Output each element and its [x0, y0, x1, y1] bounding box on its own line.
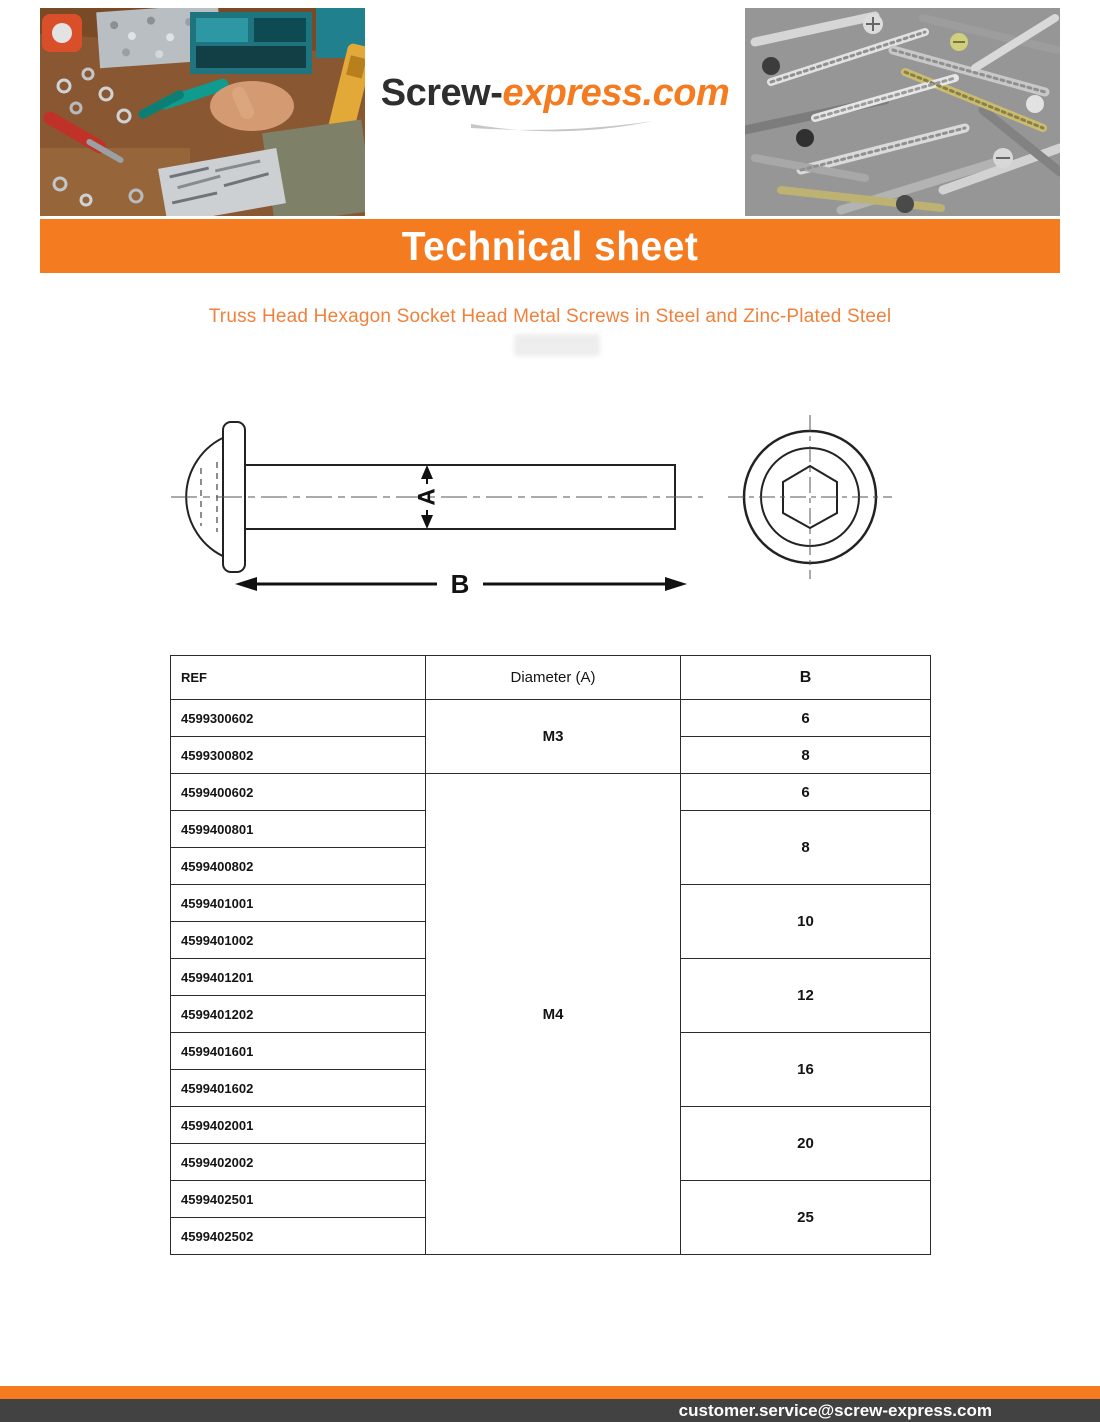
dimension-a-label: A — [413, 488, 441, 506]
workbench-photo — [40, 8, 365, 216]
dimension-b-label: B — [450, 569, 470, 599]
b-cell: 10 — [681, 885, 931, 959]
technical-sheet-banner — [40, 219, 1060, 273]
ref-cell: 4599400801 — [171, 811, 426, 848]
diameter-cell-m3: M3 — [426, 700, 681, 774]
table-row — [171, 774, 931, 811]
b-cell: 8 — [681, 737, 931, 774]
b-cell: 6 — [681, 774, 931, 811]
b-cell: 20 — [681, 1107, 931, 1181]
table-header-diameter: Diameter (A) — [426, 656, 681, 700]
footer-email-link[interactable]: customer.service@screw-express.com — [678, 1400, 992, 1420]
table-header-b: B — [681, 656, 931, 700]
ref-cell: 4599402001 — [171, 1107, 426, 1144]
logo-text-screw: Screw- — [380, 72, 503, 114]
ref-cell: 4599402502 — [171, 1218, 426, 1255]
ref-cell: 4599300802 — [171, 737, 426, 774]
table-row — [171, 700, 931, 737]
spec-table — [170, 655, 931, 1255]
ref-cell: 4599401202 — [171, 996, 426, 1033]
ref-cell: 4599401201 — [171, 959, 426, 996]
ref-cell: 4599402501 — [171, 1181, 426, 1218]
diameter-cell-m4: M4 — [426, 774, 681, 1255]
swoosh-shape — [467, 119, 657, 137]
ref-cell: 4599401601 — [171, 1033, 426, 1070]
logo — [365, 72, 745, 142]
ref-cell: 4599400602 — [171, 774, 426, 811]
ref-cell: 4599401002 — [171, 922, 426, 959]
b-cell: 12 — [681, 959, 931, 1033]
footer-accent-bar — [0, 1386, 1100, 1399]
product-subtitle: Truss Head Hexagon Socket Head Metal Screws in Steel and Zinc-Plated Steel — [208, 306, 892, 327]
screw-pile-photo — [745, 8, 1060, 216]
b-cell: 6 — [681, 700, 931, 737]
table-header-ref: REF — [171, 656, 426, 700]
b-cell: 25 — [681, 1181, 931, 1255]
banner-title: Technical sheet — [401, 222, 699, 269]
technical-drawing — [165, 412, 905, 612]
screw-pile-photo-image — [745, 8, 1060, 216]
b-cell: 16 — [681, 1033, 931, 1107]
ref-cell: 4599300602 — [171, 700, 426, 737]
table-header-row — [171, 656, 931, 700]
logo-text-express: express.com — [502, 72, 730, 114]
faint-watermark — [514, 334, 600, 356]
logo-swoosh — [379, 119, 745, 142]
b-cell: 8 — [681, 811, 931, 885]
ref-cell: 4599402002 — [171, 1144, 426, 1181]
workbench-photo-image — [40, 8, 365, 216]
ref-cell: 4599401001 — [171, 885, 426, 922]
ref-cell: 4599400802 — [171, 848, 426, 885]
footer-bar — [0, 1399, 1100, 1422]
ref-cell: 4599401602 — [171, 1070, 426, 1107]
